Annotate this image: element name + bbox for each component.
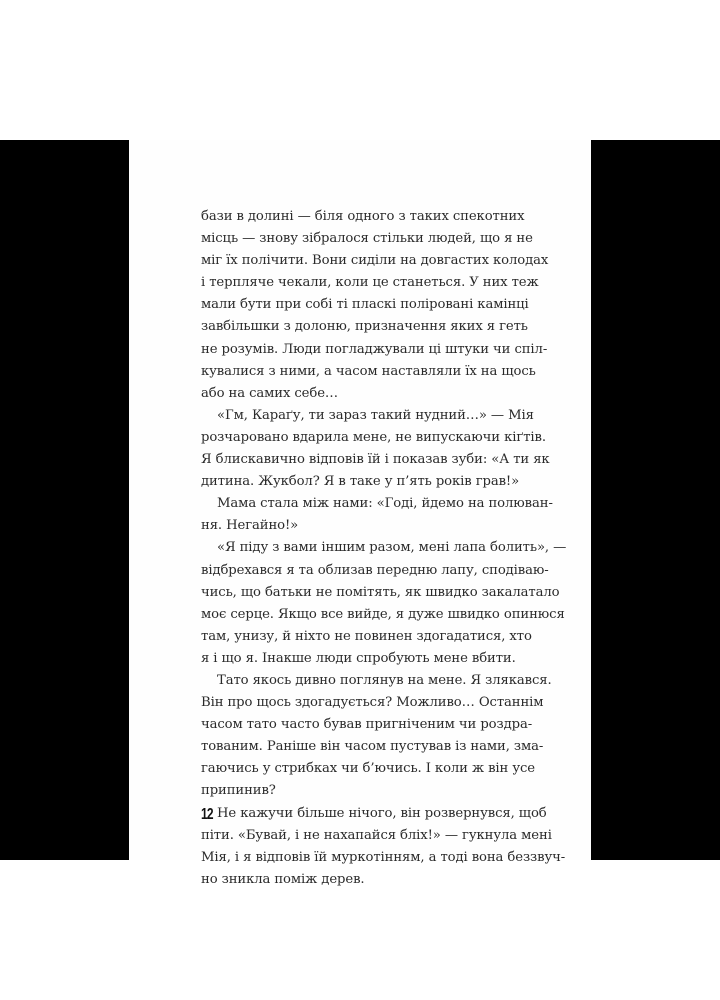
text-line: розчаровано вдарила мене, не випускаючи кіґтів. <box>201 429 546 445</box>
text-line: я і що я. Інакше люди спробують мене вбити. <box>201 650 516 666</box>
black-margin-left <box>0 140 129 860</box>
text-line: Мама стала між нами: «Годі, йдемо на полюван- <box>217 496 553 512</box>
text-line: Мія, і я відповів їй муркотінням, а тоді вона беззвуч- <box>201 849 566 865</box>
text-line: Тато якось дивно поглянув на мене. Я злякався. <box>217 672 552 688</box>
text-line: відбрехався я та облизав передню лапу, сподіваю- <box>201 562 549 578</box>
text-line: моє серце. Якщо все вийде, я дуже швидко опинюся <box>201 606 565 622</box>
text-line: піти. «Бувай, і не нахапайся бліх!» — гукнула мені <box>201 827 552 843</box>
text-line: тованим. Раніше він часом пустував із нами, зма- <box>201 739 544 755</box>
text-line: там, унизу, й ніхто не повинен здогадатися, хто <box>201 628 532 644</box>
text-line: міг їх полічити. Вони сиділи на довгастих колодах <box>201 253 549 269</box>
text-line: припинив? <box>201 783 276 799</box>
text-line: або на самих себе… <box>201 385 339 401</box>
black-margin-right <box>591 140 720 860</box>
text-line: і терпляче чекали, коли це станеться. У них теж <box>201 275 539 291</box>
text-line: Не кажучи більше нічого, він розвернувся, щоб <box>217 805 547 821</box>
text-line: не розумів. Люди погладжували ці штуки чи спіл- <box>201 341 548 357</box>
book-page <box>129 140 591 887</box>
text-line: чись, що батьки не помітять, як швидко закалатало <box>201 584 560 600</box>
text-line: кувалися з ними, а часом наставляли їх на щось <box>201 363 536 379</box>
text-line: «Я піду з вами іншим разом, мені лапа болить», — <box>217 540 567 556</box>
text-line: завбільшки з долоню, призначення яких я геть <box>201 319 528 335</box>
text-line: мали бути при собі ті пласкі поліровані камінці <box>201 297 529 313</box>
text-line: часом тато часто бував пригніченим чи роздра- <box>201 717 533 733</box>
text-line: місць — знову зібралося стільки людей, що я не <box>201 231 533 247</box>
text-line: гаючись у стрибках чи б’ючись. І коли ж він усе <box>201 761 535 777</box>
page-number: 12 <box>201 806 213 823</box>
text-line: «Гм, Караґу, ти зараз такий нудний…» — Мія <box>217 407 534 423</box>
text-line: дитина. Жукбол? Я в таке у п’ять років грав!» <box>201 474 520 490</box>
text-line: Я блискавично відповів їй і показав зуби: «А ти як <box>201 452 550 468</box>
text-line: Він про щось здогадується? Можливо… Останнім <box>201 695 544 711</box>
text-line: бази в долині — біля одного з таких спекотних <box>201 209 525 224</box>
text-line: но зникла поміж дерев. <box>201 871 365 887</box>
text-line: ня. Негайно!» <box>201 518 299 534</box>
page-body-text <box>201 206 567 891</box>
